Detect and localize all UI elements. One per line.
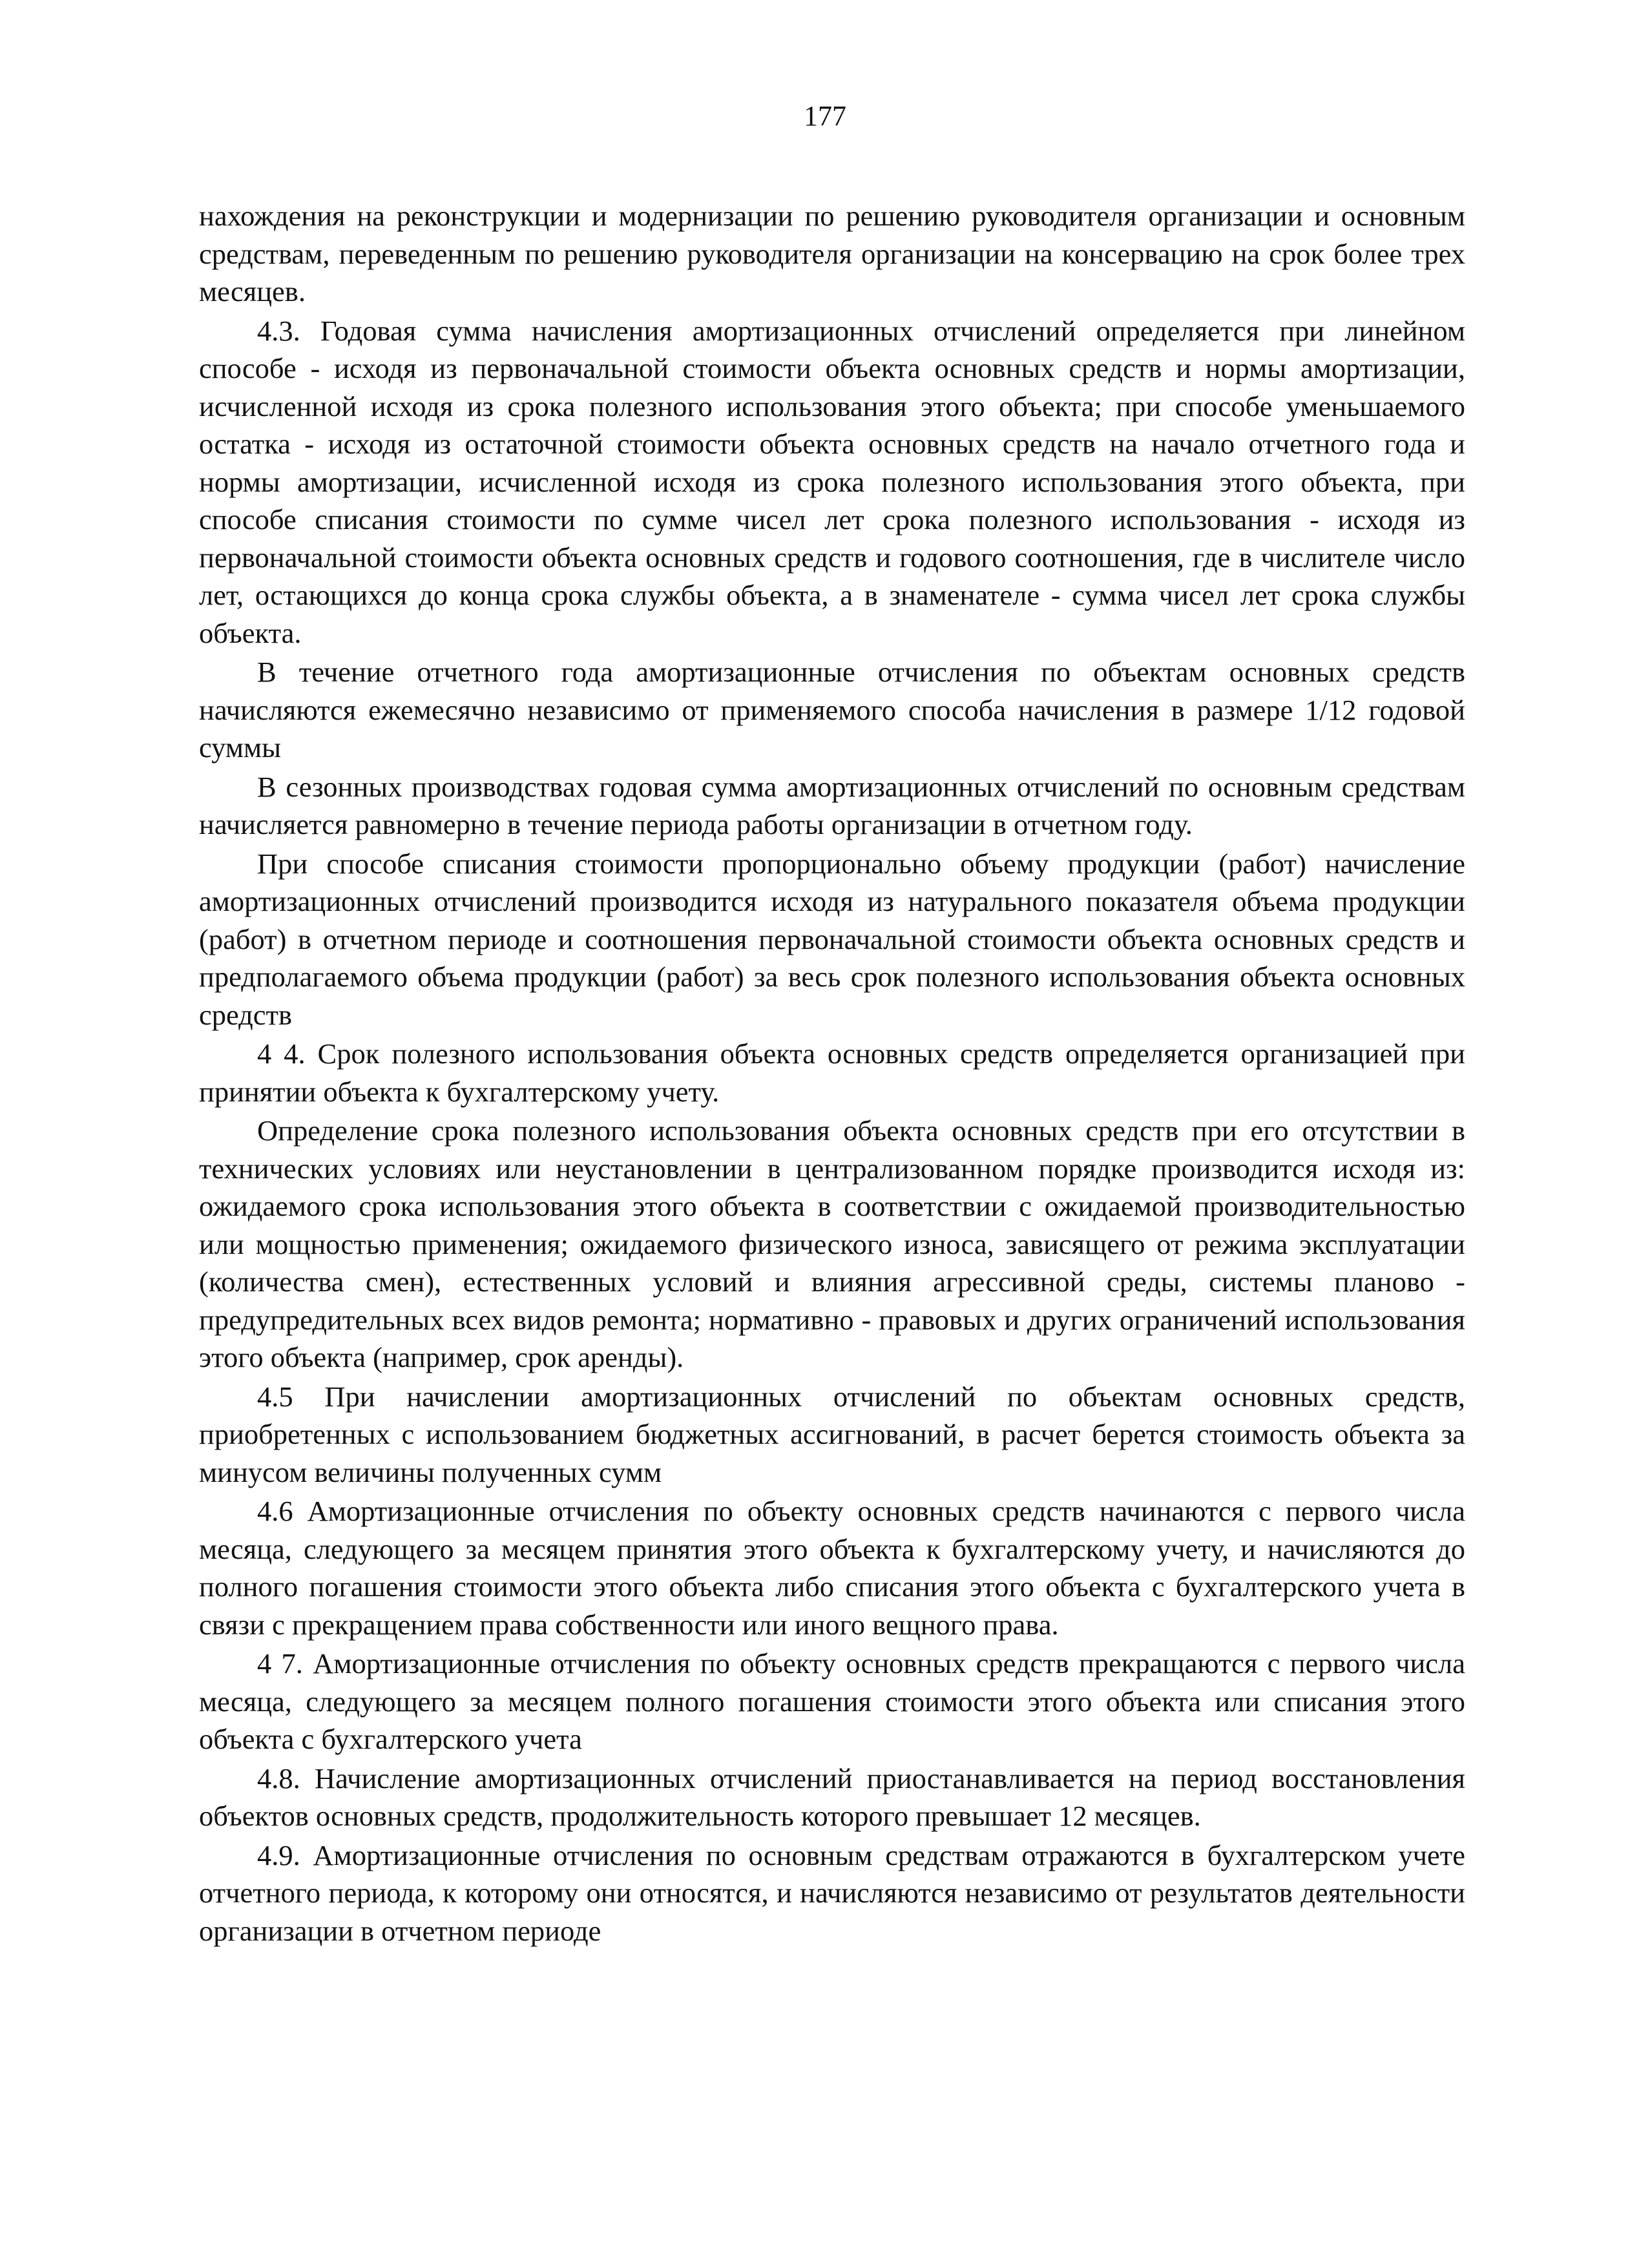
paragraph-monthly-accrual: В течение отчетного года амортизационные отчисления по объектам основных средств начисляются ежемесячно независимо от применяемого способа начисления в размере 1/12 годовой суммы — [199, 656, 1465, 764]
paragraph-4-7: 4 7. Амортизационные отчисления по объекту основных средств прекращаются с первого числа месяца, следующего за месяцем полного погашения стоимости этого объекта или списания этого объекта с бухгалтерского учета — [199, 1647, 1465, 1755]
paragraph-4-4: 4 4. Срок полезного использования объекта основных средств определяется организацией при принятии объекта к бухгалтерскому учету. — [199, 1037, 1465, 1108]
paragraph-useful-life-definition: Определение срока полезного использования объекта основных средств при его отсутствии в технических условиях или неустановлении в централизованном порядке производится исходя из: ожидаемого срока использования этого объекта в соответствии с ожидаемой производительностью или мощностью применения; ожидаемого физического износа, зависящего от режима эксплуатации (количества смен), естественных условий и влияния агрессивной среды, системы планово - предупредительных всех видов ремонта; нормативно - правовых и других ограничений использования этого объекта (например, срок аренды). — [199, 1114, 1465, 1373]
paragraph-4-8: 4.8. Начисление амортизационных отчислений приостанавливается на период восстановления объектов основных средств, продолжительность которого превышает 12 месяцев. — [199, 1762, 1465, 1832]
paragraph-seasonal: В сезонных производствах годовая сумма амортизационных отчислений по основным средствам начисляется равномерно в течение периода работы организации в отчетном году. — [199, 770, 1465, 840]
document-body — [199, 197, 1465, 1951]
paragraph-4-5: 4.5 При начислении амортизационных отчислений по объектам основных средств, приобретенных с использованием бюджетных ассигнований, в расчет берется стоимость объекта за минусом величины полученных сумм — [199, 1380, 1465, 1488]
paragraph-continuation: нахождения на реконструкции и модернизации по решению руководителя организации и основным средствам, переведенным по решению руководителя организации на консервацию на срок более трех месяцев. — [199, 200, 1465, 307]
paragraph-proportional: При способе списания стоимости пропорционально объему продукции (работ) начисление амортизационных отчислений производится исходя из натурального показателя объема продукции (работ) в отчетном периоде и соотношения первоначальной стоимости объекта основных средств и предполагаемого объема продукции (работ) за весь срок полезного использования объекта основных средств — [199, 847, 1465, 1031]
paragraph-4-6: 4.6 Амортизационные отчисления по объекту основных средств начинаются с первого числа месяца, следующего за месяцем принятия этого объекта к бухгалтерскому учету, и начисляются до полного погашения стоимости этого объекта либо списания этого объекта с бухгалтерского учета в связи с прекращением права собственности или иного вещного права. — [199, 1495, 1465, 1641]
paragraph-4-9: 4.9. Амортизационные отчисления по основным средствам отражаются в бухгалтерском учете отчетного периода, к которому они относятся, и начисляются независимо от результатов деятельности организации в отчетном периоде — [199, 1838, 1465, 1947]
page-number: 177 — [804, 100, 846, 132]
paragraph-4-3: 4.3. Годовая сумма начисления амортизационных отчислений определяется при линейном способе - исходя из первоначальной стоимости объекта основных средств и нормы амортизации, исчисленной исходя из срока полезного использования этого объекта; при способе уменьшаемого остатка - исходя из остаточной стоимости объекта основных средств на начало отчетного года и нормы амортизации, исчисленной исходя из срока полезного использования этого объекта, при способе списания стоимости по сумме чисел лет срока полезного использования - исходя из первоначальной стоимости объекта основных средств и годового соотношения, где в числителе число лет, остающихся до конца срока службы объекта, а в знаменателе - сумма чисел лет срока службы объекта. — [199, 314, 1465, 649]
